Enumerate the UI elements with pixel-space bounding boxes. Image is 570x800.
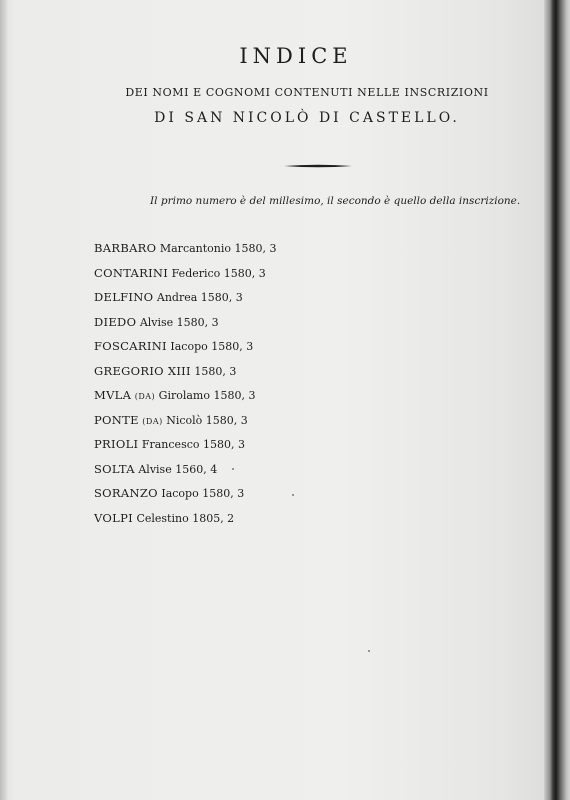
page-subtitle: DEI NOMI E COGNOMI CONTENUTI NELLE INSCRIZIONI (125, 86, 489, 99)
entry-surname: SOLTA (94, 461, 135, 476)
entry-surname: SORANZO (94, 486, 158, 500)
entry-details: 1580, 3 (194, 364, 237, 378)
entry-details: Iacopo 1580, 3 (170, 340, 254, 353)
page-subtitle-church: DI SAN NICOLÒ DI CASTELLO. (154, 110, 460, 126)
entry-surname: DIEDO (94, 314, 137, 329)
entry-surname: FOSCARINI (94, 339, 167, 353)
entry-surname: VOLPI (94, 510, 133, 525)
entry-surname: GREGORIO XIII (94, 363, 191, 378)
entry-surname: PONTE (94, 412, 139, 427)
index-entry (94, 486, 277, 511)
page-title: INDICE (239, 44, 353, 68)
paper-speck (232, 468, 234, 470)
entry-details: Iacopo 1580, 3 (161, 487, 245, 500)
index-entry (94, 437, 277, 462)
entry-details: Marcantonio 1580, 3 (159, 242, 277, 255)
paper-speck (292, 494, 294, 496)
index-entry (94, 388, 277, 413)
index-entry (94, 315, 277, 340)
entry-particle: (DA) (134, 392, 156, 401)
index-entry (94, 241, 277, 266)
entry-details: Alvise 1580, 3 (139, 315, 219, 329)
entry-surname: MVLA (94, 388, 132, 402)
entry-particle: (DA) (142, 416, 163, 426)
entry-details: Nicolò 1580, 3 (166, 413, 248, 427)
numbering-note: Il primo numero è del millesimo, il secondo è quello della inscrizione. (150, 195, 521, 207)
entry-surname: DELFINO (94, 290, 154, 304)
entry-details: Andrea 1580, 3 (156, 291, 243, 304)
entry-details: Celestino 1805, 2 (136, 511, 235, 525)
entry-surname: PRIOLI (94, 437, 139, 451)
index-entry (94, 462, 277, 487)
index-entry (94, 364, 277, 389)
entry-details: Alvise 1560, 4 (138, 462, 218, 476)
index-entry (94, 413, 277, 438)
index-entry (94, 339, 277, 364)
entry-surname: BARBARO (94, 241, 157, 255)
entry-surname: CONTARINI (94, 265, 169, 280)
index-entry (94, 266, 277, 291)
index-entry (94, 290, 277, 315)
paper-speck (368, 650, 370, 652)
index-entry (94, 511, 277, 536)
entry-details: Federico 1580, 3 (171, 266, 266, 280)
ornamental-rule (284, 164, 352, 168)
index-list (94, 241, 277, 535)
entry-details: Girolamo 1580, 3 (158, 389, 256, 402)
entry-details: Francesco 1580, 3 (141, 438, 245, 451)
